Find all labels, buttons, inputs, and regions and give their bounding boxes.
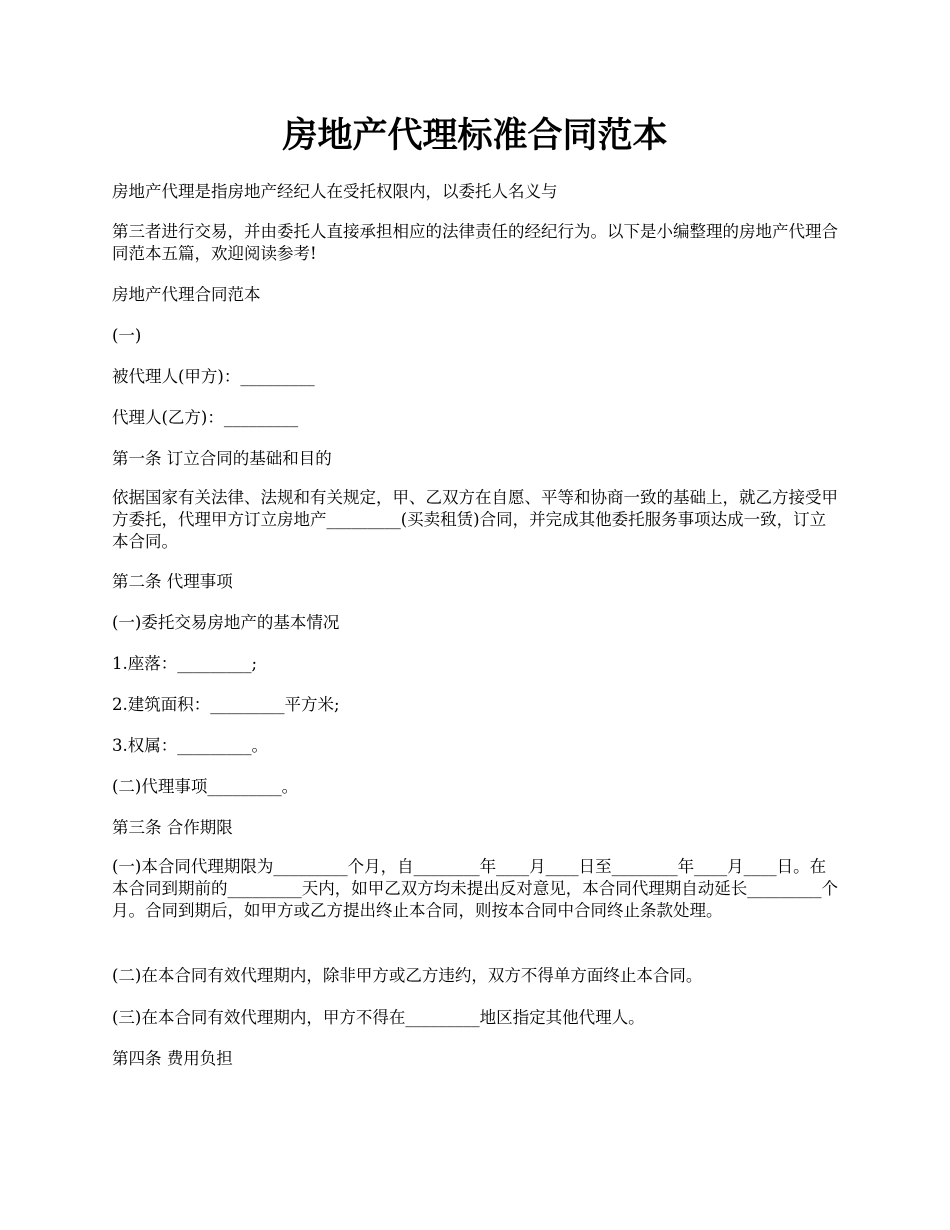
article-4-heading: 第四条 费用负担 [112, 1049, 233, 1068]
article-3-clause-2: (二)在本合同有效代理期内，除非甲方或乙方违约，双方不得单方面终止本合同。 [112, 966, 703, 985]
article-1-heading: 第一条 订立合同的基础和目的 [112, 449, 332, 468]
article-2-subheading: (一)委托交易房地产的基本情况 [112, 613, 340, 632]
document-title: 房地产代理标准合同范本 [282, 115, 668, 156]
article-3-heading: 第三条 合作期限 [112, 818, 233, 837]
article-1-body: 依据国家有关法律、法规和有关规定，甲、乙双方在自愿、平等和协商一致的基础上，就乙方接受甲方委托，代理甲方订立房地产_________(买卖租赁)合同，并完成其他委托服务事项达成一致，订立本合同。 [112, 488, 838, 551]
intro-paragraph-1: 房地产代理是指房地产经纪人在受托权限内，以委托人名义与 [112, 182, 558, 201]
intro-paragraph-2: 第三者进行交易，并由委托人直接承担相应的法律责任的经纪行为。以下是小编整理的房地产代理合同范本五篇，欢迎阅读参考! [112, 222, 838, 263]
article-3-clause-3: (三)在本合同有效代理期内，甲方不得在_________地区指定其他代理人。 [112, 1008, 645, 1027]
article-2-item-location: 1.座落：_________; [112, 654, 258, 673]
section-number: (一) [112, 326, 142, 345]
article-2-heading: 第二条 代理事项 [112, 572, 233, 591]
principal-party-line: 被代理人(甲方)：_________ [112, 367, 315, 386]
article-3-clause-1: (一)本合同代理期限为_________个月，自________年____月____日至________年____月____日。在本合同到期前的_________天内，如甲乙双方均未提出反对意见，本合同代理期自动延长_________个月。合同到期后，如甲方或乙方提出终止本合同，则按本合同中合同终止条款处理。 [112, 857, 838, 920]
agent-party-line: 代理人(乙方)：_________ [112, 408, 299, 427]
article-2-agency-items: (二)代理事项_________。 [112, 777, 299, 796]
article-2-item-area: 2.建筑面积：_________平方米; [112, 695, 340, 714]
section-heading-contract-sample: 房地产代理合同范本 [112, 285, 261, 304]
article-2-item-ownership: 3.权属：_________。 [112, 736, 268, 755]
